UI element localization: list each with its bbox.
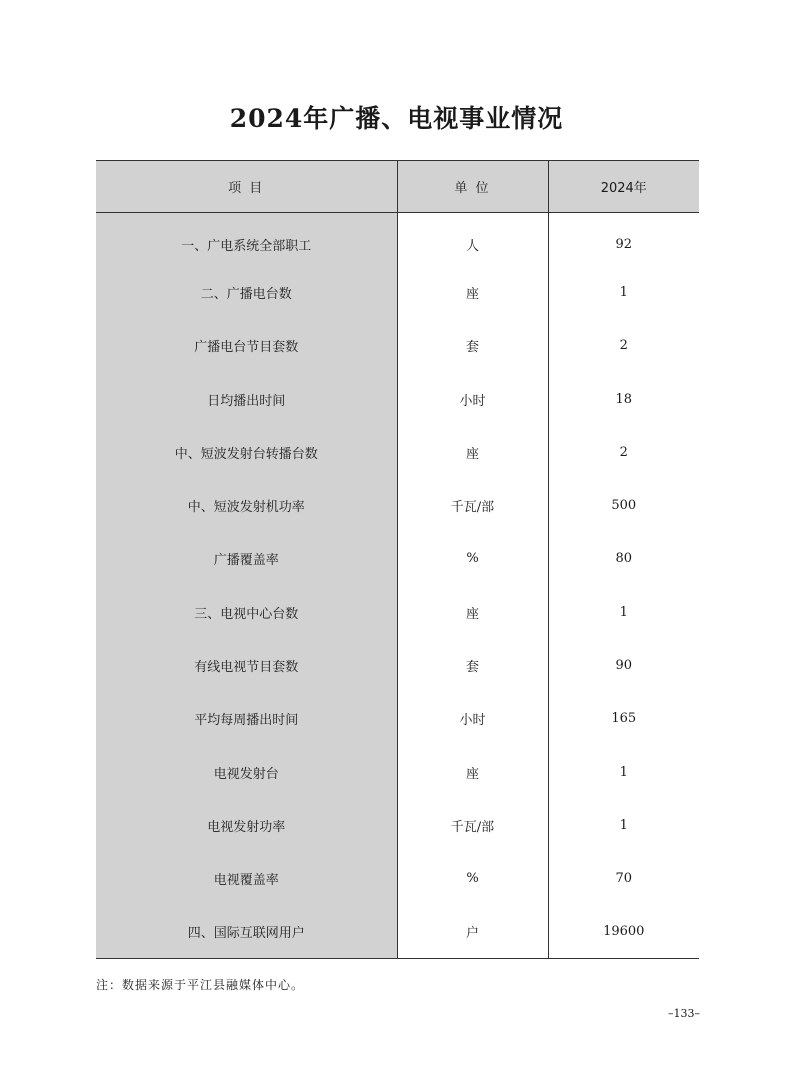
cell-unit: % — [397, 852, 548, 905]
cell-value: 18 — [548, 372, 699, 425]
table-row — [96, 692, 699, 745]
header-item: 项 目 — [96, 161, 397, 213]
cell-value: 90 — [548, 639, 699, 692]
cell-item: 电视发射功率 — [96, 799, 397, 852]
cell-unit: 小时 — [397, 692, 548, 745]
cell-item: 三、电视中心台数 — [96, 586, 397, 639]
cell-value: 19600 — [548, 905, 699, 958]
cell-item: 广播覆盖率 — [96, 532, 397, 585]
cell-item: 电视发射台 — [96, 745, 397, 798]
cell-item: 中、短波发射台转播台数 — [96, 426, 397, 479]
cell-value: 1 — [548, 745, 699, 798]
cell-item: 平均每周播出时间 — [96, 692, 397, 745]
table-row — [96, 745, 699, 798]
cell-value: 80 — [548, 532, 699, 585]
cell-item: 有线电视节目套数 — [96, 639, 397, 692]
page-number: –133– — [668, 1007, 700, 1020]
cell-unit: 千瓦/部 — [397, 799, 548, 852]
table-row — [96, 479, 699, 532]
cell-value: 165 — [548, 692, 699, 745]
cell-item: 电视覆盖率 — [96, 852, 397, 905]
header-unit: 单 位 — [397, 161, 548, 213]
table-row — [96, 372, 699, 425]
header-year: 2024年 — [548, 161, 699, 213]
footnote: 注：数据来源于平江县融媒体中心。 — [96, 978, 305, 992]
cell-value: 92 — [548, 213, 699, 266]
cell-value: 1 — [548, 586, 699, 639]
cell-item: 广播电台节目套数 — [96, 319, 397, 372]
cell-item: 中、短波发射机功率 — [96, 479, 397, 532]
cell-value: 2 — [548, 426, 699, 479]
cell-unit: 户 — [397, 905, 548, 958]
table-row — [96, 799, 699, 852]
cell-value: 70 — [548, 852, 699, 905]
cell-unit: 座 — [397, 426, 548, 479]
cell-unit: 座 — [397, 266, 548, 319]
table-row — [96, 639, 699, 692]
table-row — [96, 905, 699, 958]
table-row — [96, 532, 699, 585]
page-title: 2024年广播、电视事业情况 — [229, 103, 564, 133]
cell-unit: 千瓦/部 — [397, 479, 548, 532]
cell-value: 2 — [548, 319, 699, 372]
cell-unit: 座 — [397, 586, 548, 639]
table-row — [96, 426, 699, 479]
cell-item: 一、广电系统全部职工 — [96, 213, 397, 266]
cell-value: 1 — [548, 799, 699, 852]
table-row — [96, 213, 699, 266]
table-row — [96, 852, 699, 905]
cell-value: 500 — [548, 479, 699, 532]
cell-item: 四、国际互联网用户 — [96, 905, 397, 958]
table-header-row — [96, 161, 699, 213]
cell-unit: 座 — [397, 745, 548, 798]
statistics-table — [96, 160, 699, 959]
cell-unit: 套 — [397, 319, 548, 372]
cell-item: 日均播出时间 — [96, 372, 397, 425]
cell-item: 二、广播电台数 — [96, 266, 397, 319]
table-row — [96, 319, 699, 372]
table-row — [96, 586, 699, 639]
cell-unit: 人 — [397, 213, 548, 266]
cell-unit: 小时 — [397, 372, 548, 425]
cell-unit: 套 — [397, 639, 548, 692]
table-row — [96, 266, 699, 319]
cell-unit: % — [397, 532, 548, 585]
cell-value: 1 — [548, 266, 699, 319]
